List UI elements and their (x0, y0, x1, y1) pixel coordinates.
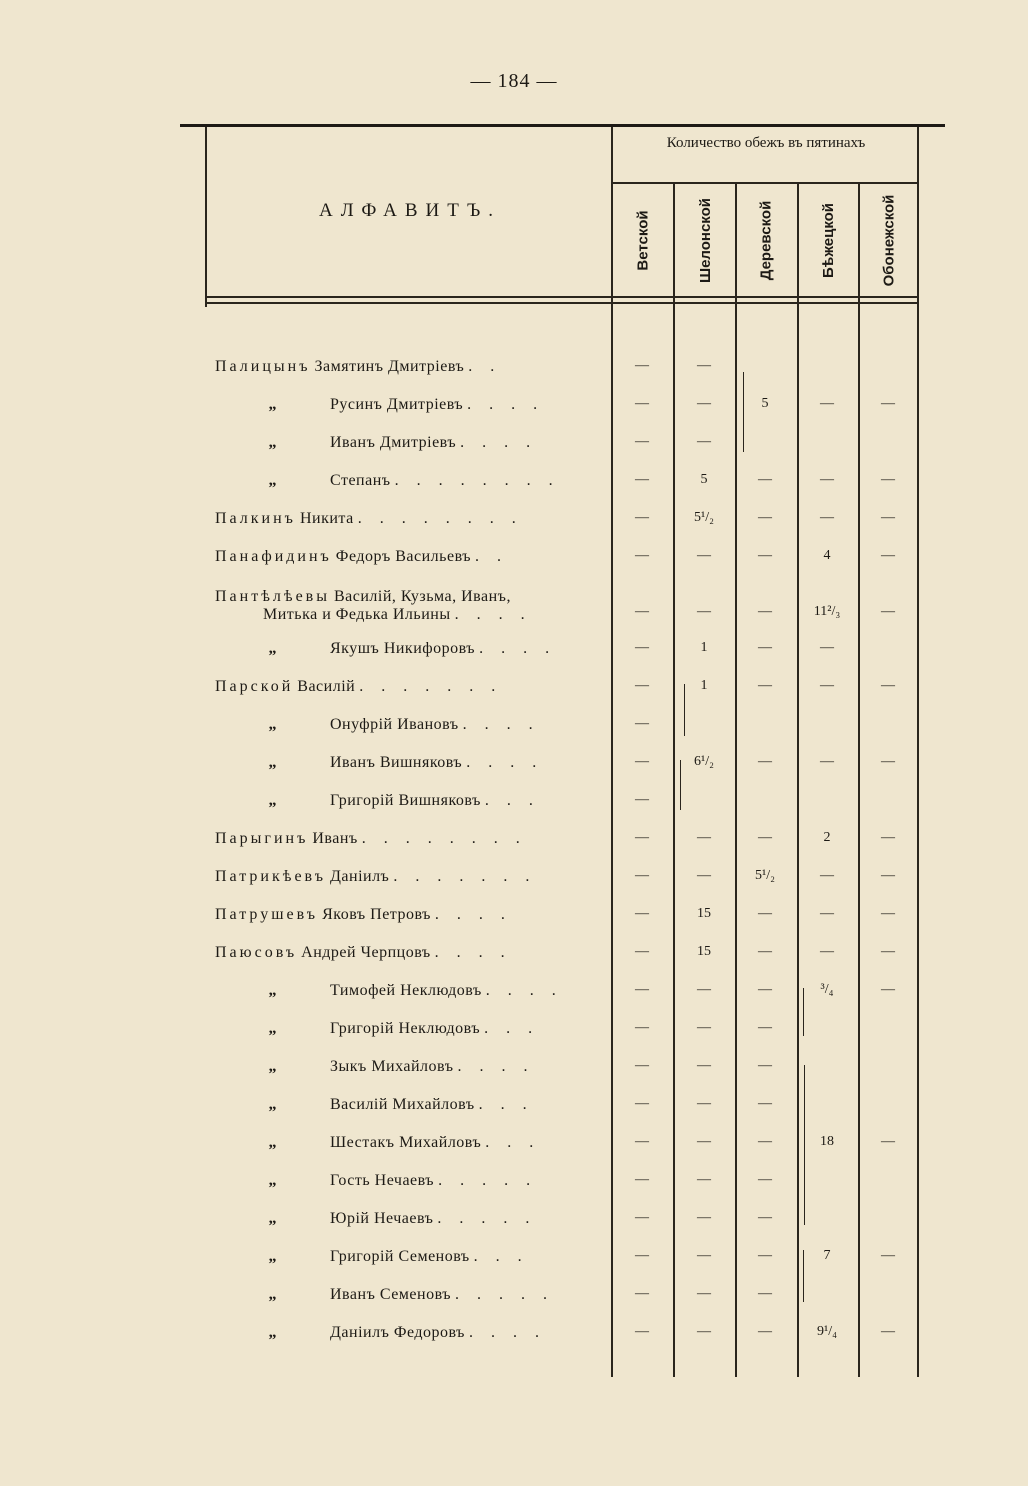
ditto-mark: „ (268, 434, 277, 451)
given-name: Григорій Семеновъ (330, 1248, 470, 1265)
leader-dots: . . . (484, 792, 540, 809)
surname: Панафидинъ (215, 548, 332, 565)
cell-vetskoi: — (635, 830, 649, 845)
leader-dots: . . . (485, 1134, 541, 1151)
cell-derevskoi: 5¹/₂ (755, 868, 775, 883)
ditto-mark: „ (268, 396, 277, 413)
cell-vetskoi: — (635, 1096, 649, 1111)
surname: Паюсовъ (215, 944, 298, 961)
table-row (215, 830, 915, 854)
leader-dots: . . . . (454, 606, 532, 623)
table-row (215, 1096, 915, 1120)
cell-derevskoi: — (758, 472, 772, 487)
given-name: Даніилъ (329, 868, 390, 885)
cell-obonezhskoi: — (881, 1134, 895, 1149)
table-row (215, 1248, 915, 1272)
surname: Палицынъ (215, 358, 311, 375)
person-name (215, 1096, 600, 1114)
cell-shelonskoi: — (697, 1210, 711, 1225)
grid-line (205, 127, 207, 307)
given-name: Андрей Черпцовъ (301, 944, 431, 961)
cell-obonezhskoi: — (881, 604, 895, 619)
top-rule (180, 124, 945, 127)
table-row (215, 434, 915, 458)
ditto-mark: „ (268, 1020, 277, 1037)
table-row (215, 1058, 915, 1082)
given-name: Даніилъ Федоровъ (330, 1324, 465, 1341)
cell-derevskoi: — (758, 510, 772, 525)
cell-vetskoi: — (635, 1324, 649, 1339)
table-row (215, 588, 915, 632)
cell-obonezhskoi: — (881, 1248, 895, 1263)
cell-shelonskoi: 6¹/₂ (694, 754, 714, 769)
ditto-mark: „ (268, 1324, 277, 1341)
cell-vetskoi: — (635, 472, 649, 487)
person-name (215, 510, 600, 528)
cell-vetskoi: — (635, 1210, 649, 1225)
surname: Парыгинъ (215, 830, 309, 847)
cell-obonezhskoi: — (881, 906, 895, 921)
cell-shelonskoi: — (697, 396, 711, 411)
person-name (215, 868, 600, 886)
cell-shelonskoi: — (697, 1172, 711, 1187)
person-name (215, 906, 600, 924)
cell-obonezhskoi: — (881, 678, 895, 693)
given-name: Юрій Нечаевъ (330, 1210, 434, 1227)
person-name (215, 1248, 600, 1266)
leader-dots: . . . . (434, 944, 512, 961)
leader-dots: . . . . (468, 1324, 546, 1341)
cell-shelonskoi: — (697, 434, 711, 449)
ditto-mark: „ (268, 1058, 277, 1075)
table-row (215, 1020, 915, 1044)
given-name: Федоръ Васильевъ (335, 548, 471, 565)
leader-dots: . . . . (457, 1058, 535, 1075)
leader-dots: . . . . . (437, 1210, 537, 1227)
leader-dots: . . . . (466, 754, 544, 771)
cell-vetskoi: — (635, 678, 649, 693)
table-row (215, 1210, 915, 1234)
person-name (215, 1210, 600, 1228)
cell-shelonskoi: — (697, 1248, 711, 1263)
header-rule (205, 302, 918, 304)
cell-shelonskoi: — (697, 830, 711, 845)
given-name: Иванъ Семеновъ (330, 1286, 452, 1303)
cell-bezhetskoi: 2 (823, 830, 831, 845)
surname: Патрикѣевъ (215, 868, 326, 885)
table-row (215, 1172, 915, 1196)
cell-vetskoi: — (635, 982, 649, 997)
given-name-continued: Митька и Федька Ильины (263, 606, 451, 623)
surname: Пантѣлѣевы (215, 588, 330, 605)
person-name (215, 1058, 600, 1076)
given-name: Замятинъ Дмитріевъ (314, 358, 465, 375)
given-name: Русинъ Дмитріевъ (330, 396, 464, 413)
cell-bezhetskoi: 11²/₃ (813, 604, 841, 619)
table-row (215, 868, 915, 892)
given-name: Григорій Вишняковъ (330, 792, 481, 809)
person-name (215, 588, 600, 624)
table-row (215, 1286, 915, 1310)
given-name: Онуфрій Ивановъ (330, 716, 459, 733)
leader-dots: . . . . . . . . (394, 472, 560, 489)
given-name: Никита (299, 510, 354, 527)
table-row (215, 716, 915, 740)
cell-derevskoi: — (758, 830, 772, 845)
surname: Парской (215, 678, 294, 695)
cell-vetskoi: — (635, 434, 649, 449)
cell-obonezhskoi: — (881, 982, 895, 997)
person-name (215, 678, 600, 696)
person-name (215, 944, 600, 962)
ditto-mark: „ (268, 792, 277, 809)
surname: Патрушевъ (215, 906, 319, 923)
ditto-mark: „ (268, 1286, 277, 1303)
column-header-bezhetskoi: Бѣжецкой (819, 202, 837, 279)
cell-bezhetskoi: — (820, 510, 834, 525)
cell-bezhetskoi: — (820, 754, 834, 769)
grid-line (611, 182, 918, 184)
column-header-derevskoi: Деревской (757, 200, 775, 281)
cell-derevskoi: — (758, 1286, 772, 1301)
given-name: Иванъ Дмитріевъ (330, 434, 457, 451)
table-row (215, 640, 915, 664)
person-name (215, 716, 600, 734)
cell-bezhetskoi: 4 (823, 548, 831, 563)
given-name: Иванъ (312, 830, 358, 847)
cell-shelonskoi: — (697, 1286, 711, 1301)
cell-derevskoi: — (758, 1210, 772, 1225)
cell-vetskoi: — (635, 1020, 649, 1035)
grid-line (917, 127, 919, 1377)
given-name: Василій, Кузьма, Иванъ, (333, 588, 511, 605)
cell-vetskoi: — (635, 1058, 649, 1073)
cell-vetskoi: — (635, 716, 649, 731)
table-row (215, 358, 915, 382)
surname: Палкинъ (215, 510, 296, 527)
leader-dots: . . . . (467, 396, 545, 413)
cell-vetskoi: — (635, 1286, 649, 1301)
cell-derevskoi: — (758, 906, 772, 921)
given-name: Григорій Неклюдовъ (330, 1020, 481, 1037)
person-name (215, 396, 600, 414)
cell-obonezhskoi: — (881, 472, 895, 487)
person-name (215, 1172, 600, 1190)
table-row (215, 792, 915, 816)
person-name (215, 434, 600, 452)
person-name (215, 1020, 600, 1038)
ditto-mark: „ (268, 716, 277, 733)
person-name (215, 792, 600, 810)
cell-derevskoi: — (758, 604, 772, 619)
cell-bezhetskoi: — (820, 640, 834, 655)
cell-shelonskoi: — (697, 982, 711, 997)
cell-vetskoi: — (635, 1248, 649, 1263)
column-header-obonezhskoi: Обонежской (880, 194, 898, 287)
cell-bezhetskoi: — (820, 944, 834, 959)
cell-obonezhskoi: — (881, 868, 895, 883)
cell-bezhetskoi: — (820, 472, 834, 487)
leader-dots: . . . . . . . . (357, 510, 523, 527)
cell-vetskoi: — (635, 754, 649, 769)
cell-shelonskoi: — (697, 1134, 711, 1149)
header-rule (205, 296, 918, 298)
cell-derevskoi: — (758, 944, 772, 959)
person-name (215, 640, 600, 658)
ditto-mark: „ (268, 754, 277, 771)
given-name: Василій (297, 678, 356, 695)
table-row (215, 1134, 915, 1158)
leader-dots: . . . . . . . (359, 678, 503, 695)
cell-shelonskoi: — (697, 548, 711, 563)
leader-dots: . . . . (479, 640, 557, 657)
table-row (215, 678, 915, 702)
leader-dots: . . . (478, 1096, 534, 1113)
person-name (215, 472, 600, 490)
cell-obonezhskoi: — (881, 548, 895, 563)
table-row (215, 396, 915, 420)
cell-vetskoi: — (635, 510, 649, 525)
leader-dots: . . (468, 358, 502, 375)
given-name: Тимофей Неклюдовъ (330, 982, 482, 999)
leader-dots: . . . . . (455, 1286, 555, 1303)
leader-dots: . . . . (460, 434, 538, 451)
cell-vetskoi: — (635, 548, 649, 563)
cell-shelonskoi: 15 (697, 906, 711, 921)
cell-derevskoi: — (758, 678, 772, 693)
cell-bezhetskoi: 7 (823, 1248, 831, 1263)
cell-shelonskoi: 5 (700, 472, 708, 487)
cell-derevskoi: — (758, 1058, 772, 1073)
person-name (215, 1134, 600, 1152)
given-name: Зыкъ Михайловъ (330, 1058, 454, 1075)
cell-vetskoi: — (635, 396, 649, 411)
cell-obonezhskoi: — (881, 830, 895, 845)
person-name (215, 830, 600, 848)
cell-vetskoi: — (635, 358, 649, 373)
cell-vetskoi: — (635, 1134, 649, 1149)
given-name: Шестакъ Михайловъ (330, 1134, 482, 1151)
cell-derevskoi: — (758, 982, 772, 997)
cell-obonezhskoi: — (881, 510, 895, 525)
cell-derevskoi: — (758, 640, 772, 655)
cell-derevskoi: — (758, 1172, 772, 1187)
table-row (215, 944, 915, 968)
given-name: Гость Нечаевъ (330, 1172, 435, 1189)
cell-derevskoi: — (758, 548, 772, 563)
given-name: Иванъ Вишняковъ (330, 754, 463, 771)
cell-derevskoi: — (758, 1324, 772, 1339)
cell-vetskoi: — (635, 868, 649, 883)
cell-shelonskoi: 5¹/₂ (694, 510, 714, 525)
cell-vetskoi: — (635, 792, 649, 807)
person-name (215, 358, 600, 376)
cell-bezhetskoi: 18 (820, 1134, 834, 1149)
person-name (215, 1324, 600, 1342)
table-row (215, 510, 915, 534)
cell-shelonskoi: — (697, 1058, 711, 1073)
cell-vetskoi: — (635, 640, 649, 655)
ditto-mark: „ (268, 982, 277, 999)
column-header-shelonskoi: Шелонской (696, 197, 714, 284)
cell-bezhetskoi: 9¹/₄ (817, 1324, 837, 1339)
cell-shelonskoi: 1 (700, 640, 708, 655)
leader-dots: . . . . (485, 982, 563, 999)
cell-shelonskoi: — (697, 1096, 711, 1111)
cell-shelonskoi: — (697, 1020, 711, 1035)
leader-dots: . . . . . . . . (361, 830, 527, 847)
leader-dots: . . . . . . . (393, 868, 537, 885)
table-row (215, 472, 915, 496)
ditto-mark: „ (268, 1134, 277, 1151)
ditto-mark: „ (268, 472, 277, 489)
cell-derevskoi: — (758, 1096, 772, 1111)
cell-vetskoi: — (635, 1172, 649, 1187)
cell-bezhetskoi: — (820, 906, 834, 921)
cell-bezhetskoi: ³/₄ (820, 982, 834, 997)
cell-obonezhskoi: — (881, 944, 895, 959)
cell-shelonskoi: — (697, 604, 711, 619)
leader-dots: . . . (484, 1020, 540, 1037)
cell-derevskoi: — (758, 1134, 772, 1149)
cell-vetskoi: — (635, 944, 649, 959)
given-name: Якушъ Никифоровъ (330, 640, 476, 657)
leader-dots: . . (475, 548, 508, 565)
cell-derevskoi: — (758, 754, 772, 769)
column-header-vetskoi: Ветской (634, 210, 652, 271)
leader-dots: . . . . (434, 906, 512, 923)
cell-obonezhskoi: — (881, 396, 895, 411)
cell-derevskoi: — (758, 1248, 772, 1263)
ditto-mark: „ (268, 1172, 277, 1189)
page-number: — 184 — (470, 70, 558, 92)
given-name: Яковъ Петровъ (322, 906, 431, 923)
person-name (215, 982, 600, 1000)
table-row (215, 1324, 915, 1348)
alphabet-heading: АЛФАВИТЪ. (318, 200, 502, 221)
cell-shelonskoi: — (697, 868, 711, 883)
cell-obonezhskoi: — (881, 754, 895, 769)
cell-shelonskoi: — (697, 1324, 711, 1339)
leader-dots: . . . . (462, 716, 540, 733)
ditto-mark: „ (268, 640, 277, 657)
cell-obonezhskoi: — (881, 1324, 895, 1339)
cell-shelonskoi: 1 (700, 678, 708, 693)
table-row (215, 548, 915, 572)
cell-bezhetskoi: — (820, 678, 834, 693)
person-name (215, 548, 600, 566)
cell-vetskoi: — (635, 604, 649, 619)
cell-vetskoi: — (635, 906, 649, 921)
table-row (215, 754, 915, 778)
leader-dots: . . . . . (438, 1172, 538, 1189)
table-row (215, 982, 915, 1006)
cell-shelonskoi: 15 (697, 944, 711, 959)
ditto-mark: „ (268, 1096, 277, 1113)
cell-derevskoi: 5 (761, 396, 769, 411)
ditto-mark: „ (268, 1248, 277, 1265)
given-name: Степанъ (330, 472, 391, 489)
count-title: Количество обежъ въ пятинахъ (666, 135, 866, 151)
leader-dots: . . . (473, 1248, 529, 1265)
cell-bezhetskoi: — (820, 868, 834, 883)
cell-derevskoi: — (758, 1020, 772, 1035)
person-name (215, 754, 600, 772)
given-name: Василій Михайловъ (330, 1096, 475, 1113)
person-name (215, 1286, 600, 1304)
cell-bezhetskoi: — (820, 396, 834, 411)
cell-shelonskoi: — (697, 358, 711, 373)
table-row (215, 906, 915, 930)
ditto-mark: „ (268, 1210, 277, 1227)
